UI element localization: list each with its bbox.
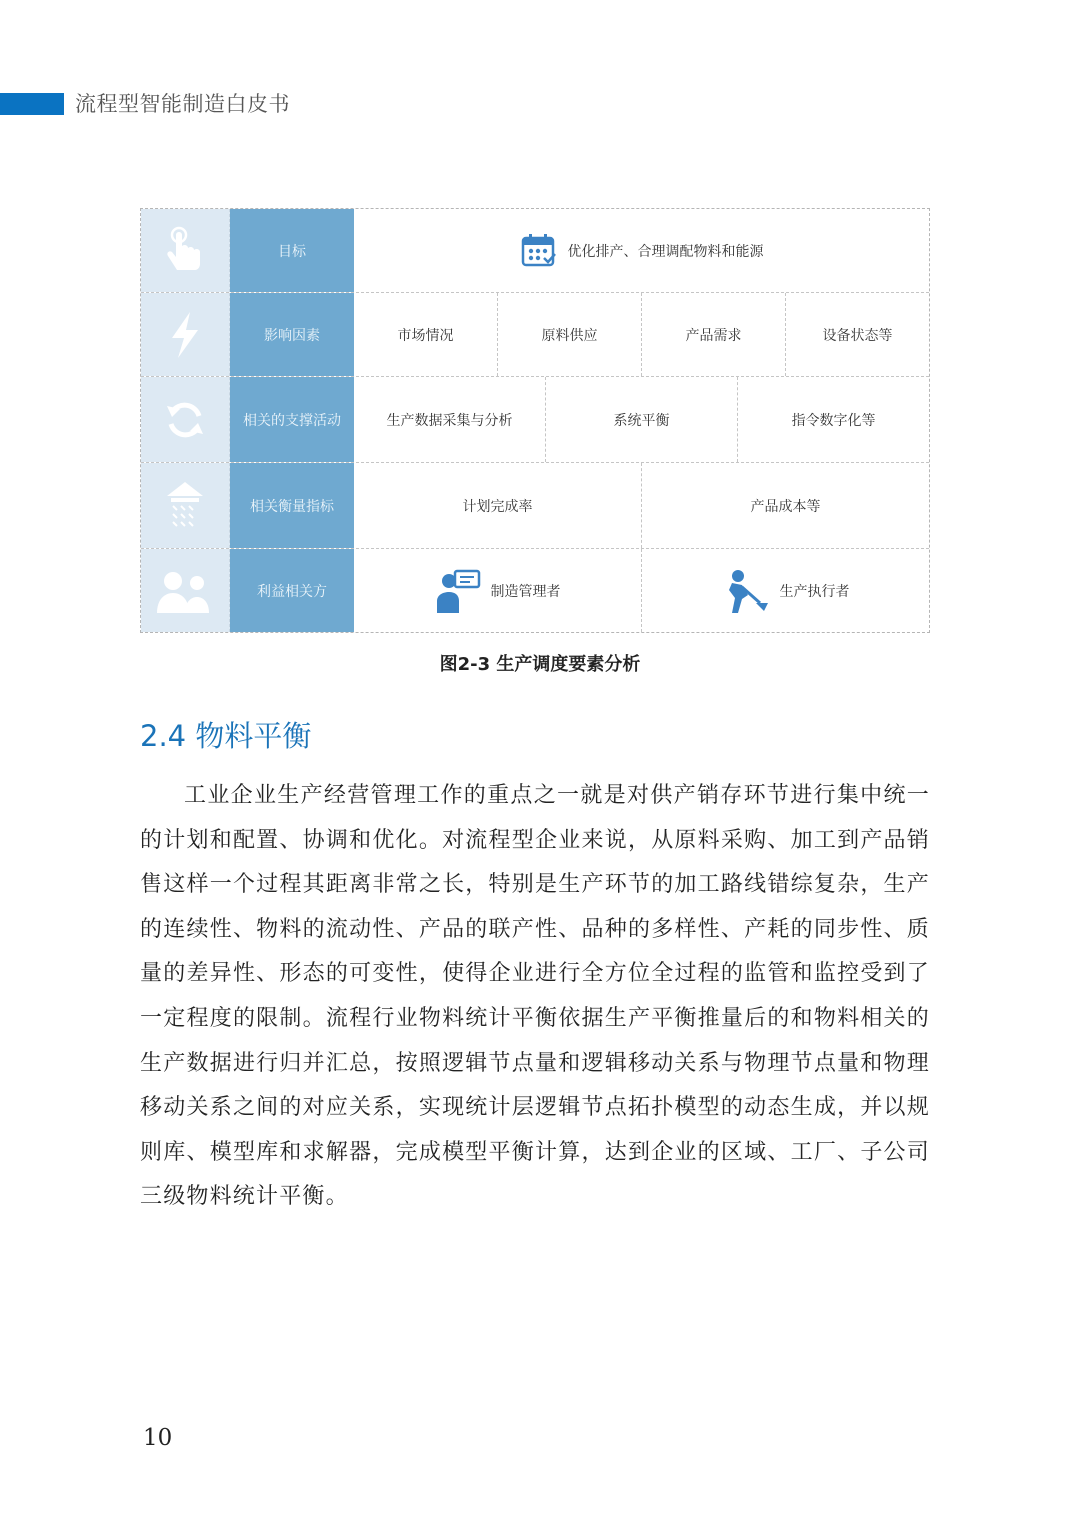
scheduling-elements-diagram bbox=[140, 208, 930, 633]
row-label-metrics: 相关衡量指标 bbox=[230, 463, 354, 548]
section-heading: 2.4 物料平衡 bbox=[140, 719, 312, 753]
diagram-row-metrics bbox=[141, 463, 929, 549]
stakeholder-cell bbox=[642, 549, 929, 632]
header-accent-bar bbox=[0, 93, 64, 115]
tap-hand-icon bbox=[141, 209, 230, 292]
building-icon bbox=[141, 463, 230, 548]
diagram-row-goal bbox=[141, 209, 929, 293]
refresh-icon bbox=[141, 377, 230, 462]
goal-cell bbox=[354, 209, 929, 292]
manager-icon bbox=[435, 569, 481, 613]
calendar-icon bbox=[520, 232, 558, 270]
stakeholder-worker-text: 生产执行者 bbox=[779, 583, 850, 600]
page-number: 10 bbox=[143, 1425, 173, 1451]
row-label-goal: 目标 bbox=[230, 209, 354, 292]
factor-cell: 产品需求 bbox=[642, 293, 786, 376]
activity-cell: 系统平衡 bbox=[546, 377, 738, 462]
goal-text: 优化排产、合理调配物料和能源 bbox=[567, 243, 764, 260]
diagram-row-stakeholders bbox=[141, 549, 929, 632]
factor-cell: 市场情况 bbox=[354, 293, 498, 376]
row-label-factors: 影响因素 bbox=[230, 293, 354, 376]
stakeholder-cell bbox=[354, 549, 642, 632]
lightning-icon bbox=[141, 293, 230, 376]
metric-cell: 计划完成率 bbox=[354, 463, 642, 548]
people-icon bbox=[141, 549, 230, 632]
body-paragraph: 工业企业生产经营管理工作的重点之一就是对供产销存环节进行集中统一的计划和配置、协调和优化。对流程型企业来说，从原料采购、加工到产品销售这样一个过程其距离非常之长，特别是生产环节的加工路线错综复杂，生产的连续性、物料的流动性、产品的联产性、品种的多样性、产耗的同步性、质量的差异性、形态的可变性，使得企业进行全方位全过程的监管和监控受到了一定程度的限制。流程行业物料统计平衡依据生产平衡推量后的和物料相关的生产数据进行归并汇总，按照逻辑节点量和逻辑移动关系与物理节点量和物理移动关系之间的对应关系，实现统计层逻辑节点拓扑模型的动态生成，并以规则库、模型库和求解器，完成模型平衡计算，达到企业的区域、工厂、子公司三级物料统计平衡。 bbox=[140, 783, 930, 1210]
stakeholder-manager-text: 制造管理者 bbox=[490, 583, 561, 600]
factor-cell: 设备状态等 bbox=[822, 327, 893, 344]
worker-icon bbox=[722, 569, 770, 613]
diagram-row-factors bbox=[141, 293, 929, 377]
factor-cell: 原料供应 bbox=[498, 293, 642, 376]
activity-cell: 指令数字化等 bbox=[791, 412, 876, 429]
row-label-activities: 相关的支撑活动 bbox=[230, 377, 354, 462]
running-header-title: 流程型智能制造白皮书 bbox=[75, 92, 290, 116]
metric-cell: 产品成本等 bbox=[750, 498, 821, 515]
figure-caption: 图2-3 生产调度要素分析 bbox=[439, 654, 641, 675]
activity-cell: 生产数据采集与分析 bbox=[354, 377, 546, 462]
row-label-stakeholders: 利益相关方 bbox=[230, 549, 354, 632]
diagram-row-activities bbox=[141, 377, 929, 463]
